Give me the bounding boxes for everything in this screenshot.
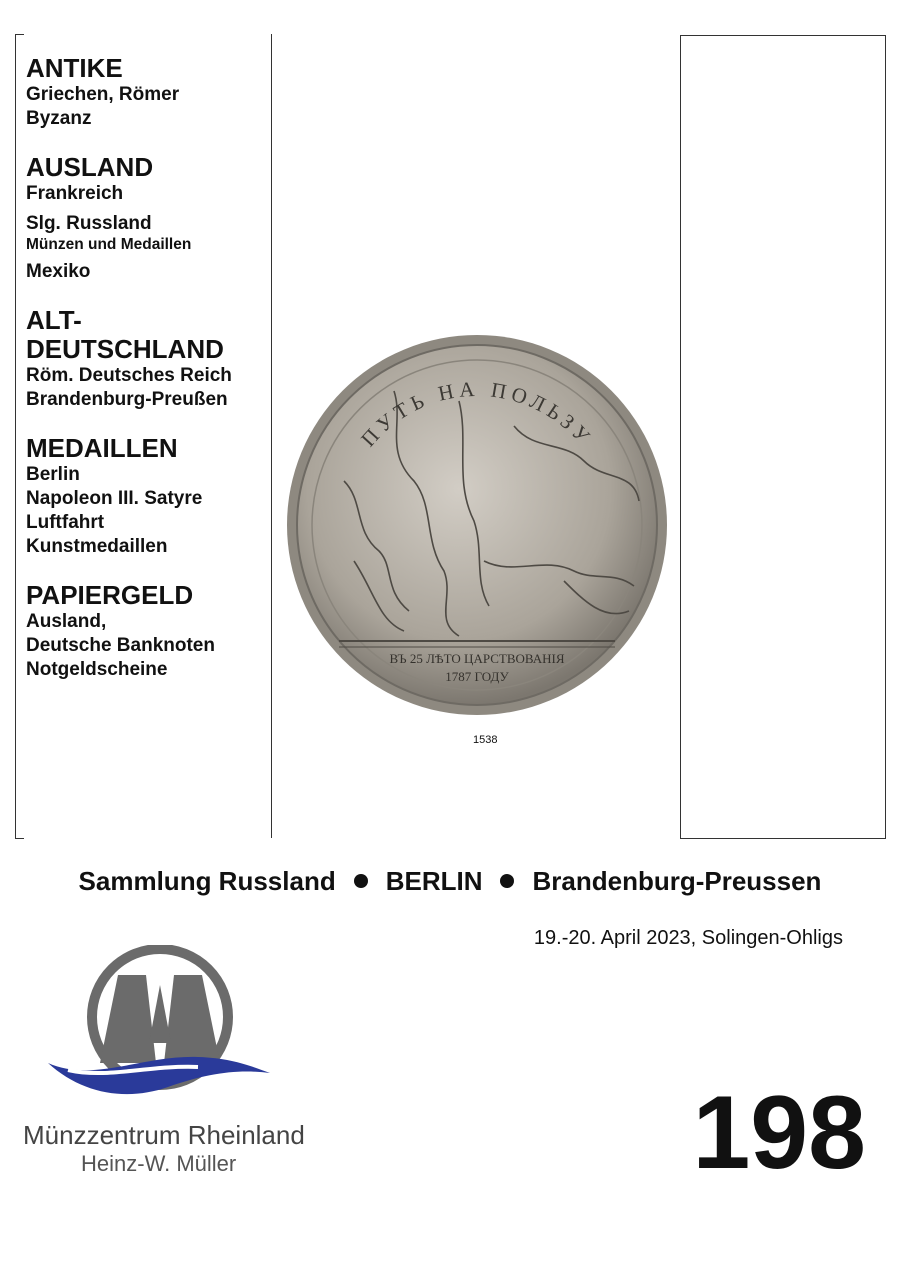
- category-item: Notgeldscheine: [26, 659, 168, 680]
- category-title: ANTIKE: [26, 53, 123, 83]
- category-item: Byzanz: [26, 108, 92, 129]
- date-location: 19.-20. April 2023, Solingen-Ohligs: [533, 927, 843, 949]
- empty-label-box: [680, 35, 886, 839]
- category-item: Mexiko: [26, 261, 91, 282]
- category-item: Griechen, Römer: [26, 84, 180, 105]
- frame-tick: [15, 838, 24, 839]
- frame-tick: [15, 34, 24, 35]
- coin-legend: ПУТЬ НА ПОЛЬЗУ: [356, 376, 598, 452]
- category-title: AUSLAND: [26, 152, 154, 182]
- company-logo: [48, 945, 278, 1115]
- subtitle-part: Brandenburg-Preussen: [532, 866, 822, 896]
- category-item: Frankreich: [26, 183, 124, 204]
- coin-exergue-line2: 1787 ГОДУ: [445, 669, 509, 684]
- category-block: [26, 306, 266, 412]
- coin-image: [284, 331, 670, 719]
- category-list: [26, 54, 266, 704]
- category-title: ALT- DEUTSCHLAND: [26, 305, 224, 364]
- category-item: Ausland,: [26, 611, 107, 632]
- category-item: Slg. Russland: [26, 213, 152, 234]
- coin-caption: 1538: [473, 734, 498, 746]
- category-item: Berlin: [26, 464, 80, 485]
- owner-name: Heinz-W. Müller: [81, 1151, 237, 1176]
- subtitle-line: [0, 866, 900, 897]
- category-block: [26, 581, 266, 682]
- subtitle-part: Sammlung Russland: [78, 866, 336, 896]
- category-block: [26, 153, 266, 284]
- category-item: Kunstmedaillen: [26, 536, 168, 557]
- category-item: Röm. Deutsches Reich: [26, 365, 232, 386]
- subtitle-part: BERLIN: [385, 866, 483, 896]
- category-title: PAPIERGELD: [26, 580, 194, 610]
- catalogue-number: 198: [692, 1075, 866, 1191]
- category-item: Napoleon III. Satyre: [26, 488, 203, 509]
- bullet-dot: [500, 874, 514, 888]
- company-name: Münzzentrum Rheinland: [23, 1120, 305, 1150]
- bullet-dot: [354, 874, 368, 888]
- category-item: Luftfahrt: [26, 512, 105, 533]
- coin-exergue-line1: ВЪ 25 ЛѢТО ЦАРСТВОВАНIЯ: [389, 651, 565, 666]
- category-item: Münzen und Medaillen: [26, 236, 192, 253]
- category-item: Deutsche Banknoten: [26, 635, 215, 656]
- category-item: Brandenburg-Preußen: [26, 389, 228, 410]
- category-title: MEDAILLEN: [26, 433, 178, 463]
- category-block: [26, 54, 266, 131]
- category-block: [26, 434, 266, 559]
